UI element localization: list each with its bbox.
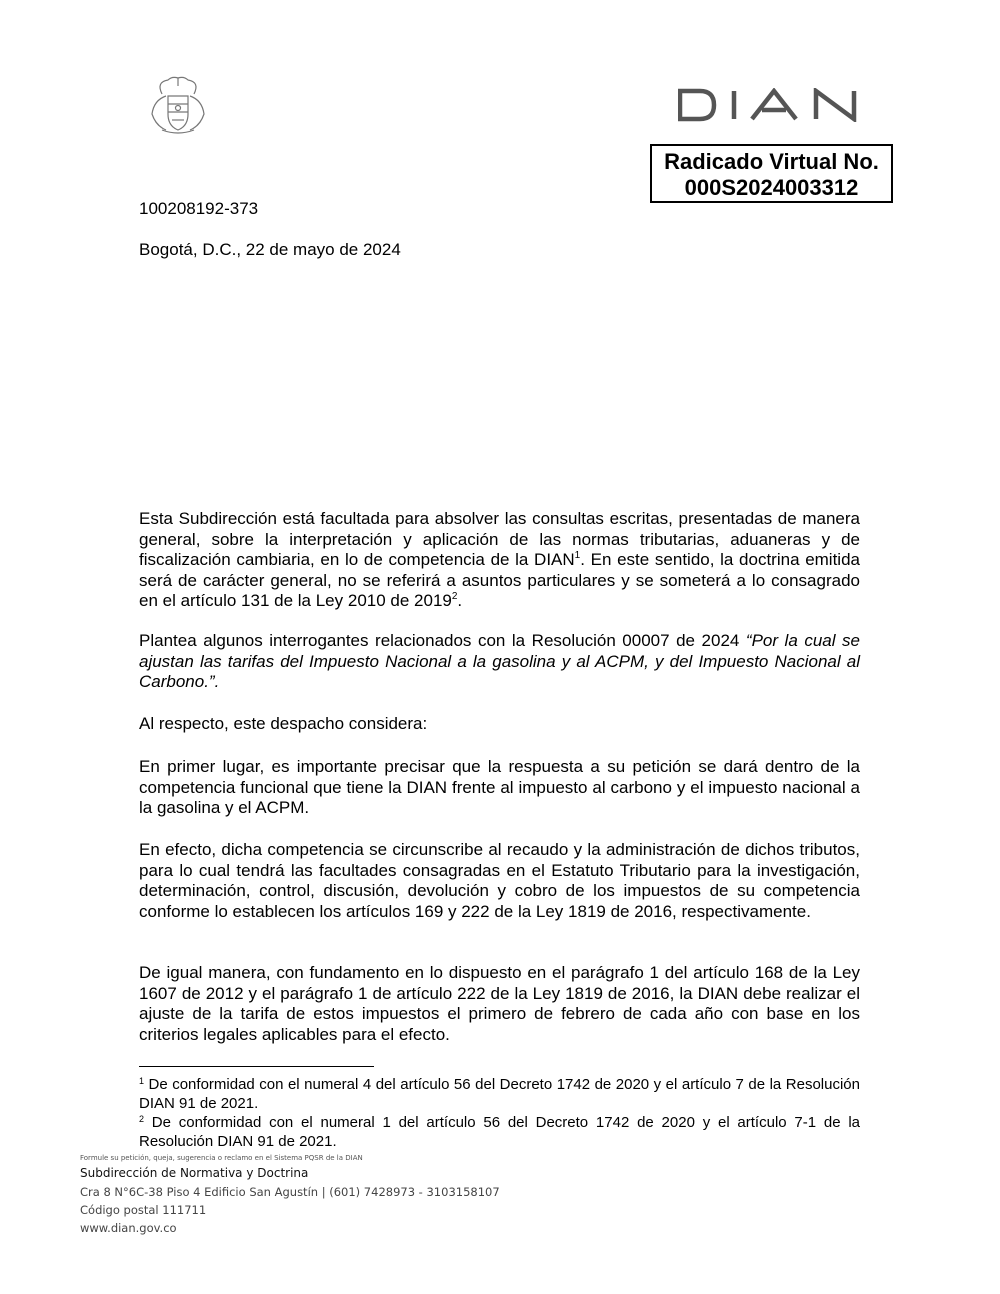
p2-text: Plantea algunos interrogantes relacionados con la Resolución 00007 de 2024 xyxy=(139,631,746,650)
footnote-2-number: 2 xyxy=(139,1114,145,1124)
footnote-1-number: 1 xyxy=(139,1076,145,1086)
footer-pqsr-note: Formule su petición, queja, sugerencia o reclamo en el Sistema PQSR de la DIAN xyxy=(80,1154,363,1162)
paragraph-2 xyxy=(139,631,860,693)
radicado-number: 000S2024003312 xyxy=(684,175,859,200)
footnote-ref-1[interactable]: 1 xyxy=(574,550,581,561)
footnote-2-text: De conformidad con el numeral 1 del artículo 56 del Decreto 1742 de 2020 y el artículo 7-1 de la Resolución DIAN 91 de 2021. xyxy=(139,1114,860,1150)
p1-text-c: . xyxy=(457,591,463,610)
p2-quote: “Por la cual se ajustan las tarifas del Impuesto Nacional a la gasolina y al ACPM, y del Impuesto Nacional al Carbono.”. xyxy=(139,631,860,691)
paragraph-6: De igual manera, con fundamento en lo dispuesto en el parágrafo 1 del artículo 168 de la Ley 1607 de 2012 y el parágrafo 1 de artículo 222 de la Ley 1819 de 2016, la DIAN debe realizar el ajuste de la tarifa de estos impuestos el primero de febrero de cada año con base en los criterios legales aplicables para el efecto. xyxy=(139,963,860,1044)
paragraph-1 xyxy=(139,509,860,612)
footnote-1-text: De conformidad con el numeral 4 del artículo 56 del Decreto 1742 de 2020 y el artículo 7 de la Resolución DIAN 91 de 2021. xyxy=(139,1076,860,1112)
footnote-ref-2[interactable]: 2 xyxy=(451,591,458,602)
dian-logo xyxy=(678,88,860,122)
footer-postal-code: Código postal 111711 xyxy=(80,1203,207,1217)
colombia-coat-of-arms-icon xyxy=(142,74,214,138)
footnote-divider xyxy=(139,1066,374,1067)
radicado-label: Radicado Virtual No. xyxy=(664,149,879,174)
footnote-1 xyxy=(139,1075,860,1113)
p1-text-a: Esta Subdirección está facultada para absolver las consultas escritas, presentadas de manera general, sobre la interpretación y aplicación de las normas tributarias, aduaneras y de fiscalización cambiaria, en lo de competencia de la DIAN xyxy=(139,509,860,569)
p1-text-b: . En este sentido, la doctrina emitida será de carácter general, no se referirá a asuntos particulares y se someterá a lo consagrado en el artículo 131 de la Ley 2010 de 2019 xyxy=(139,550,860,610)
footer-department: Subdirección de Normativa y Doctrina xyxy=(80,1166,309,1180)
paragraph-4: En primer lugar, es importante precisar que la respuesta a su petición se dará dentro de la competencia funcional que tiene la DIAN frente al impuesto al carbono y el impuesto nacional a la gasolina y el ACPM. xyxy=(139,757,860,817)
paragraph-3: Al respecto, este despacho considera: xyxy=(139,714,428,733)
footer-website-link[interactable]: www.dian.gov.co xyxy=(80,1221,177,1235)
footer-address: Cra 8 N°6C-38 Piso 4 Edificio San Agustín | (601) 7428973 - 3103158107 xyxy=(80,1185,500,1199)
paragraph-5: En efecto, dicha competencia se circunscribe al recaudo y la administración de dichos tributos, para lo cual tendrá las facultades consagradas en el Estatuto Tributario para la investigación, determinación, control, discusión, devolución y cobro de los impuestos de su competencia conforme lo establecen los artículos 169 y 222 de la Ley 1819 de 2016, respectivamente. xyxy=(139,840,860,921)
radicado-box xyxy=(650,144,893,203)
reference-number: 100208192-373 xyxy=(139,199,259,218)
date-line: Bogotá, D.C., 22 de mayo de 2024 xyxy=(139,240,401,259)
footnote-2 xyxy=(139,1113,860,1151)
